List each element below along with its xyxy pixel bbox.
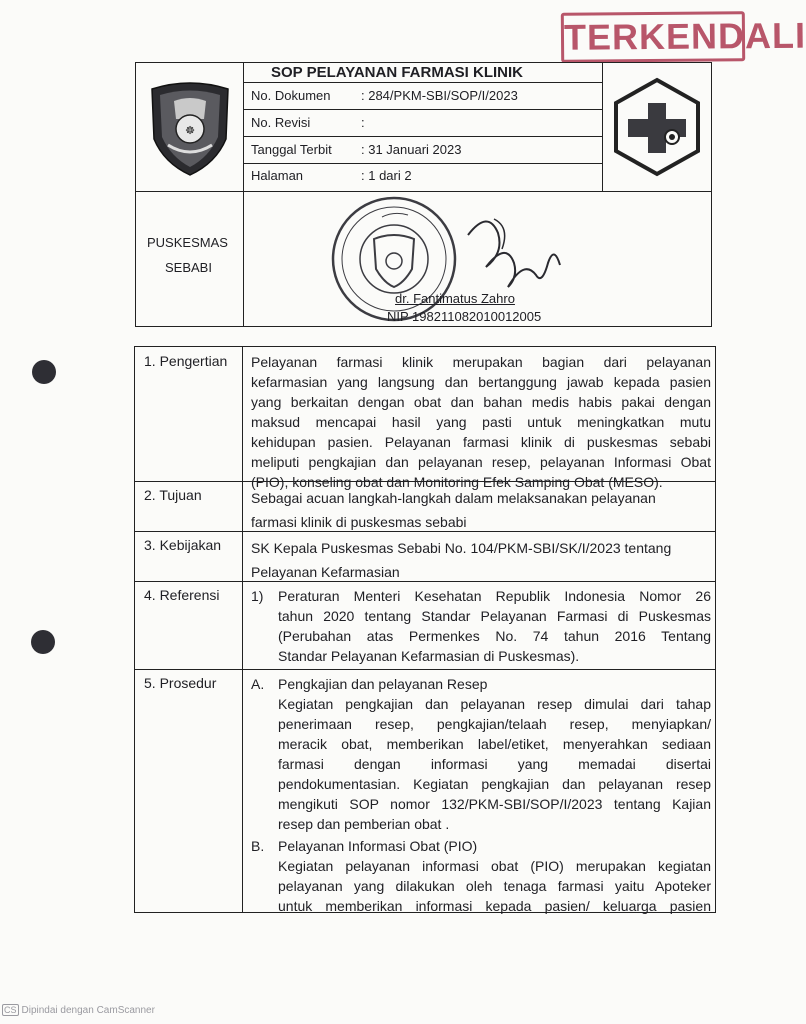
section-body-kebijakan: SK Kepala Puskesmas Sebabi No. 104/PKM-SBI/SK/I/2023 tentang Pelayanan Kefarmasian xyxy=(251,540,672,580)
subsection-heading-a: Pengkajian dan pelayanan Resep xyxy=(278,676,488,692)
section-label-pengertian: 1. Pengertian xyxy=(144,353,228,369)
sop-content-table xyxy=(134,346,716,913)
field-value-no-revisi: : xyxy=(361,115,365,130)
signer-name: dr. Fantimatus Zahro xyxy=(395,291,515,306)
svg-text:☸: ☸ xyxy=(185,125,195,137)
section-body-tujuan: Sebagai acuan langkah-langkah dalam melaksanakan pelayanan farmasi klinik di puskesmas sebabi xyxy=(251,490,656,530)
section-body-referensi: Peraturan Menteri Kesehatan Republik Indonesia Nomor 26 tahun 2020 tentang Standar Pelayanan Farmasi di Puskesmas (Perubahan atas Permenkes No. 74 tahun 2016 Tentang Standar Pelayanan Kefarmasian di Puskesmas). xyxy=(278,588,711,664)
subsection-a: Pengkajian dan pelayanan Resep Kegiatan pengkajian dan pelayanan resep dimulai dari tahap penerimaan resep, pengkajian/telaah resep, menyiapkan/ meracik obat, memberikan label/etiket, menyerahkan sediaan farmasi dengan informasi yang memadai disertai pendokumentasian. Kegiatan pengkajian dan pelayanan resep mengikuti SOP nomor 132/PKM-SBI/SOP/I/2023 tentang Kajian resep dan pemberian obat . xyxy=(278,676,711,832)
section-label-tujuan: 2. Tujuan xyxy=(144,487,202,503)
section-label-prosedur: 5. Prosedur xyxy=(144,675,217,691)
section-label-referensi: 4. Referensi xyxy=(144,587,220,603)
scanner-watermark: CS Dipindai dengan CamScanner xyxy=(4,1005,155,1016)
terkendali-stamp: TERKENDALI xyxy=(561,11,745,63)
field-label-no-revisi: No. Revisi xyxy=(251,115,311,130)
field-label-tanggal-terbit: Tanggal Terbit xyxy=(251,142,332,157)
section-body-pengertian: Pelayanan farmasi klinik merupakan bagian dari pelayanan kefarmasian yang langsung dan bertanggung jawab kepada pasien yang berkaitan dengan obat dan bahan medis habis pakai dengan maksud mencapai hasil yang pasti untuk meningkatkan mutu kehidupan pasien. Pelayanan farmasi klinik di puskesmas sebabi meliputi pengkajian dan pelayanan resep, pelayanan Informasi Obat (PIO), konseling obat dan Monitoring Efek Samping Obat (MESO). xyxy=(251,354,711,490)
field-label-halaman: Halaman xyxy=(251,168,304,183)
field-value-halaman: : 1 dari 2 xyxy=(361,168,412,183)
punch-hole-top xyxy=(32,360,56,384)
subsection-marker-b: B. xyxy=(251,838,265,854)
reference-marker: 1) xyxy=(251,588,264,604)
subsection-b: Pelayanan Informasi Obat (PIO) Kegiatan pelayanan informasi obat (PIO) merupakan kegiatan pelayanan yang dilakukan oleh tenaga farmasi yaitu Apoteker untuk memberikan informasi kepada pasien/ keluarga pasien xyxy=(278,838,711,914)
subsection-heading-b: Pelayanan Informasi Obat (PIO) xyxy=(278,838,478,854)
section-label-kebijakan: 3. Kebijakan xyxy=(144,537,222,553)
sop-header-table xyxy=(135,62,712,327)
org-name-line1: PUSKESMAS xyxy=(147,235,228,250)
puskesmas-logo xyxy=(610,77,704,177)
signature xyxy=(458,205,568,301)
field-label-no-dokumen: No. Dokumen xyxy=(251,88,331,103)
field-value-no-dokumen: : 284/PKM-SBI/SOP/I/2023 xyxy=(361,88,518,103)
punch-hole-bottom xyxy=(31,630,55,654)
org-name-line2: SEBABI xyxy=(165,260,212,275)
kabupaten-logo xyxy=(146,79,234,177)
sop-title: SOP PELAYANAN FARMASI KLINIK xyxy=(271,64,523,81)
field-value-tanggal-terbit: : 31 Januari 2023 xyxy=(361,142,462,157)
camscanner-badge: CS xyxy=(4,1005,17,1015)
signer-nip: NIP 198211082010012005 xyxy=(387,309,542,324)
subsection-marker-a: A. xyxy=(251,676,265,692)
